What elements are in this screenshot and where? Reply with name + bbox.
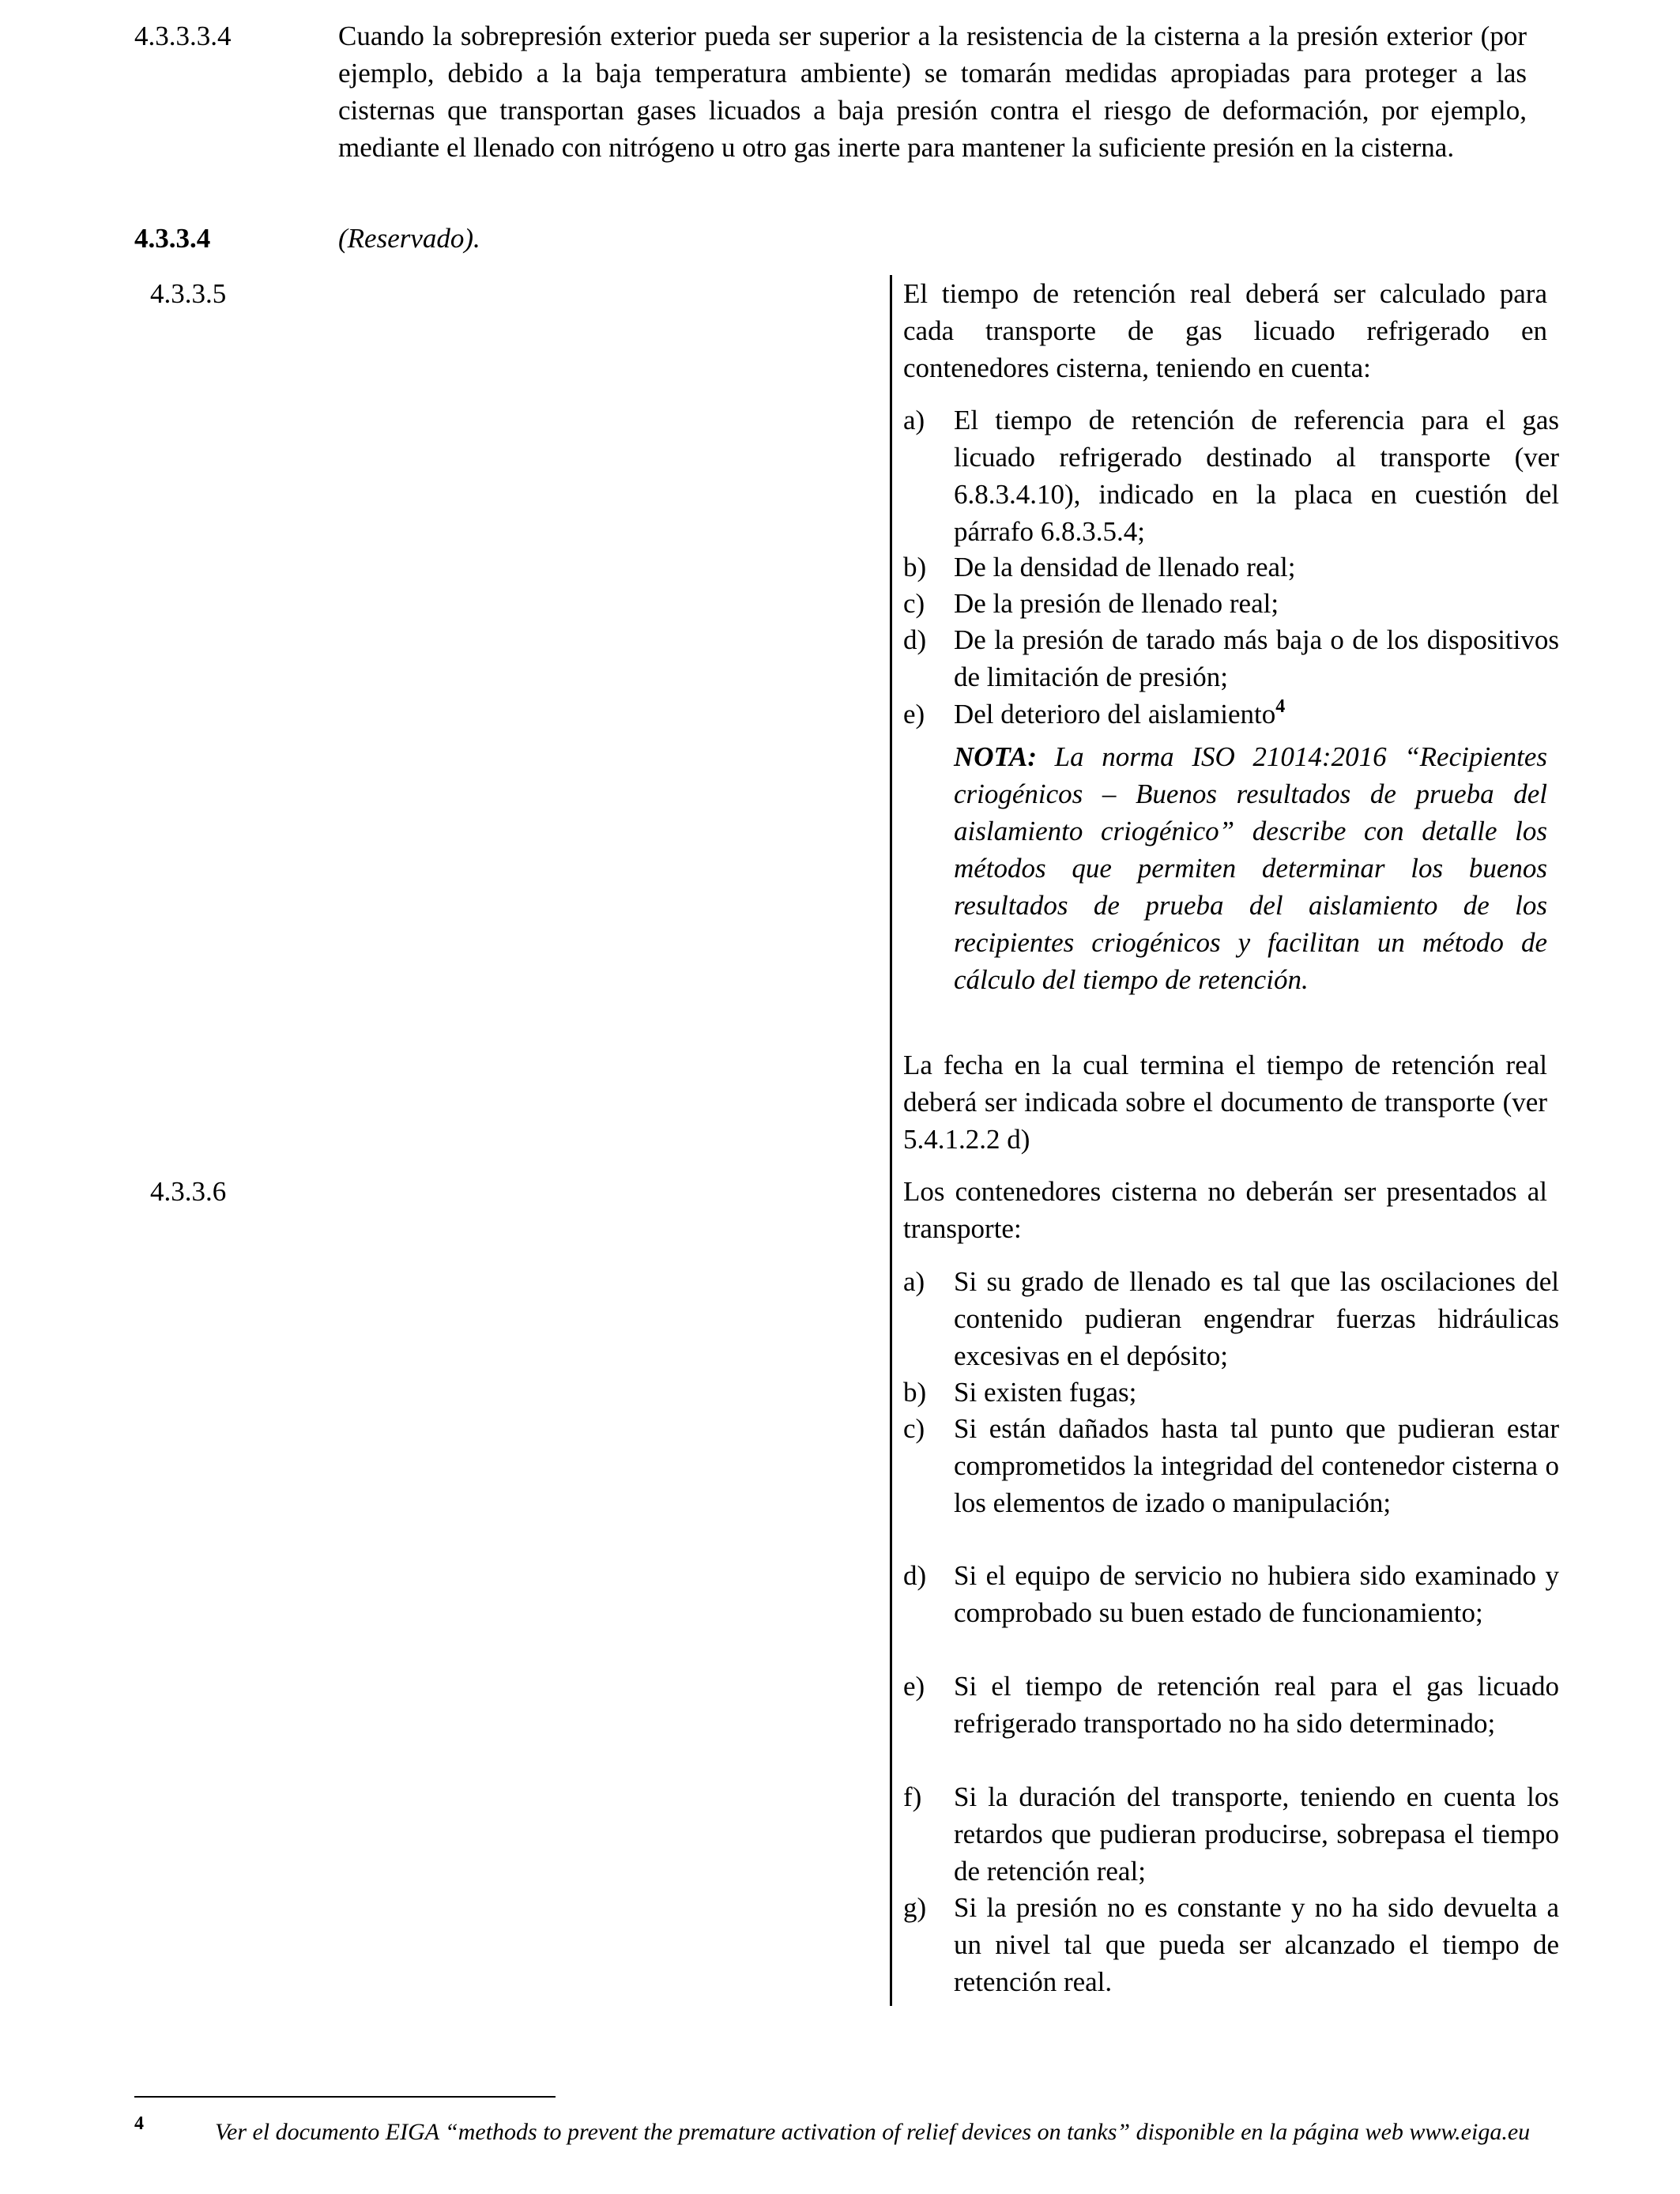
section-number: 4.3.3.5 <box>150 278 227 309</box>
footnote-number: 4 <box>134 2113 144 2134</box>
list-item-text: Si el tiempo de retención real para el gas licuado refrigerado transportado no ha sido determinado; <box>954 1671 1559 1739</box>
list-item-text: De la presión de llenado real; <box>954 588 1279 619</box>
list-item-text: Si la duración del transporte, teniendo en cuenta los retardos que pudieran producirse, sobrepasa el tiempo de retención real; <box>954 1781 1559 1887</box>
section-intro: Los contenedores cisterna no deberán ser presentados al transporte: <box>903 1176 1547 1244</box>
note-text: La norma ISO 21014:2016 “Recipientes criogénicos – Buenos resultados de prueba del aislamiento criogénico” describe con detalle los métodos que permiten determinar los buenos resultados de prueba del aislamiento de los recipientes criogénicos y facilitan un método de cálculo del tiempo de retención. <box>954 741 1547 995</box>
list-item-text-content: Del deterioro del aislamiento <box>954 699 1276 729</box>
list-item-label: c) <box>903 1413 925 1444</box>
footnote-text: Ver el documento EIGA “methods to prevent the premature activation of relief devices on tanks” disponible en la página web www.eiga.eu <box>215 2119 1531 2145</box>
list-item-text: Si el equipo de servicio no hubiera sido examinado y comprobado su buen estado de funcionamiento; <box>954 1560 1559 1628</box>
list-item-label: g) <box>903 1892 927 1923</box>
list-item-text: De la presión de tarado más baja o de los dispositivos de limitación de presión; <box>954 624 1559 692</box>
section-text: (Reservado). <box>338 223 480 254</box>
footnote-reference: 4 <box>1275 696 1286 717</box>
list-item-text: Si su grado de llenado es tal que las oscilaciones del contenido pudieran engendrar fuerzas hidráulicas excesivas en el depósito; <box>954 1266 1559 1371</box>
list-item-label: e) <box>903 699 925 729</box>
revision-bar <box>890 275 892 2006</box>
list-item-label: d) <box>903 1560 927 1591</box>
list-item-text: De la densidad de llenado real; <box>954 552 1296 582</box>
list-item-label: f) <box>903 1781 922 1812</box>
list-item-label: e) <box>903 1671 925 1702</box>
list-item-label: b) <box>903 1377 927 1408</box>
list-item-label: d) <box>903 624 927 655</box>
list-item-label: b) <box>903 552 927 582</box>
note-label: NOTA: <box>954 741 1037 772</box>
list-item-text: Si la presión no es constante y no ha sido devuelta a un nivel tal que pueda ser alcanzado el tiempo de retención real. <box>954 1892 1559 1997</box>
section-intro: El tiempo de retención real deberá ser calculado para cada transporte de gas licuado refrigerado en contenedores cisterna, teniendo en cuenta: <box>903 278 1547 383</box>
footnote-separator <box>134 2096 556 2098</box>
list-item-text: El tiempo de retención de referencia para el gas licuado refrigerado destinado al transporte (ver 6.8.3.4.10), indicado en la placa en cuestión del párrafo 6.8.3.5.4; <box>954 405 1559 547</box>
list-item-text <box>954 696 1285 733</box>
section-number: 4.3.3.6 <box>150 1176 227 1207</box>
section-closing: La fecha en la cual termina el tiempo de retención real deberá ser indicada sobre el documento de transporte (ver 5.4.1.2.2 d) <box>903 1050 1547 1155</box>
list-item-label: a) <box>903 1266 925 1297</box>
section-text: Cuando la sobrepresión exterior pueda ser superior a la resistencia de la cisterna a la presión exterior (por ejemplo, debido a la baja temperatura ambiente) se tomarán medidas apropiadas para proteger a las cisternas que transportan gases licuados a baja presión contra el riesgo de deformación, por ejemplo, mediante el llenado con nitrógeno u otro gas inerte para mantener la suficiente presión en la cisterna. <box>338 21 1527 163</box>
list-item-label: a) <box>903 405 925 435</box>
list-item-text: Si existen fugas; <box>954 1377 1137 1408</box>
note <box>954 738 1547 998</box>
list-item-text: Si están dañados hasta tal punto que pudieran estar comprometidos la integridad del contenedor cisterna o los elementos de izado o manipulación; <box>954 1413 1559 1518</box>
section-number: 4.3.3.4 <box>134 223 211 254</box>
section-number: 4.3.3.3.4 <box>134 21 232 51</box>
list-item-label: c) <box>903 588 925 619</box>
